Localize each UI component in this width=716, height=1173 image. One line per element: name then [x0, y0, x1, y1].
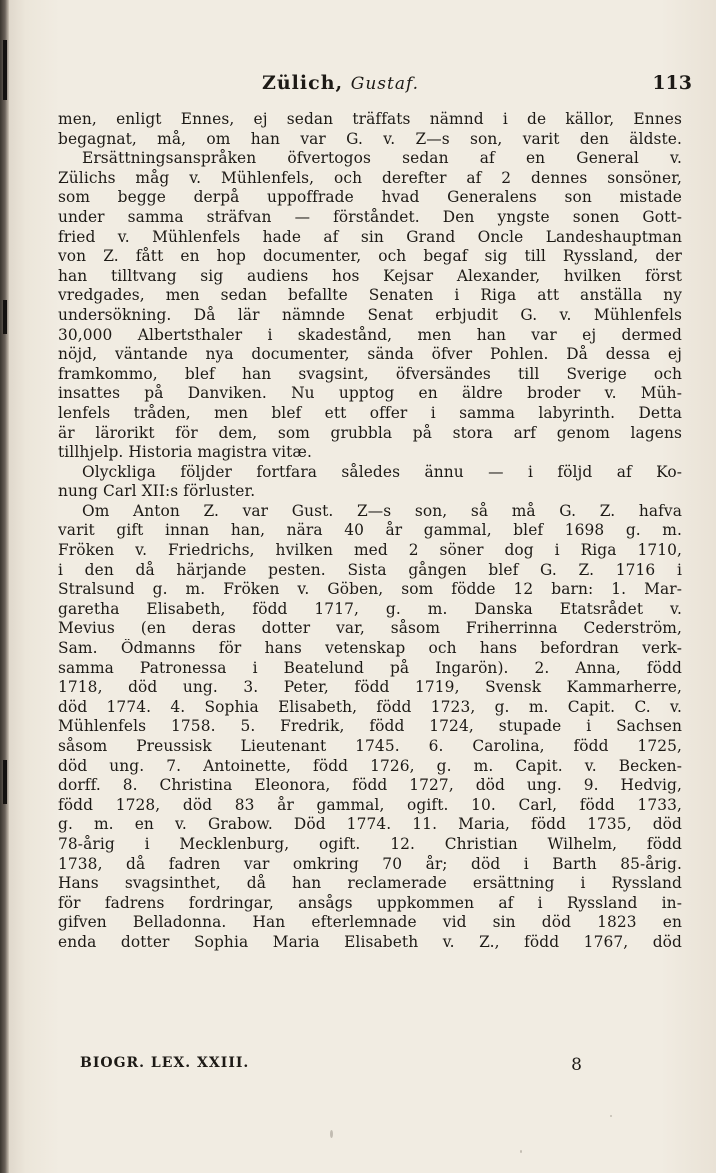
text-line: undersökning. Då lär nämnde Senat erbjudit G. v. Mühlenfels [58, 305, 682, 324]
text-line: född 1728, död 83 år gammal, ogift. 10. Carl, född 1733, [58, 795, 682, 814]
running-head [262, 72, 419, 94]
running-head-surname: Zülich, [262, 72, 344, 94]
text-line: g. m. en v. Grabow. Död 1774. 11. Maria, född 1735, död [58, 815, 682, 834]
text-line: enda dotter Sophia Maria Elisabeth v. Z., född 1767, död [58, 932, 682, 951]
paper-speck [520, 1150, 522, 1153]
article-body [58, 110, 682, 953]
text-line: Hans svagsinthet, då han reclamerade ersättning i Ryssland [58, 874, 682, 893]
text-line: nung Carl XII:s förluster. [58, 482, 256, 501]
text-line: i den då härjande pesten. Sista gången blef G. Z. 1716 i [58, 560, 682, 579]
spine-ink-mark [3, 760, 7, 804]
text-line: men, enligt Ennes, ej sedan träffats nämnd i de källor, Ennes [58, 110, 682, 128]
text-line: 1718, död ung. 3. Peter, född 1719, Svensk Kammarherre, [58, 678, 682, 697]
page-footer [80, 1055, 640, 1077]
text-line: lenfels tråden, men blef ett offer i samma labyrinth. Detta [58, 403, 682, 422]
text-line: för fadrens fordringar, ansågs uppkommen af i Ryssland in- [58, 893, 682, 912]
text-line: samma Patronessa i Beatelund på Ingarön). 2. Anna, född [58, 658, 682, 677]
text-line: Om Anton Z. var Gust. Z—s son, så må G. Z. hafva [82, 501, 682, 520]
text-line: Olyckliga följder fortfara således ännu — i följd af Ko- [82, 462, 682, 481]
text-line: dorff. 8. Christina Eleonora, född 1727, död ung. 9. Hedvig, [58, 776, 682, 795]
text-line: framkommo, blef han svagsint, öfversändes till Sverige och [58, 364, 682, 383]
text-line: vredgades, men sedan befallte Senaten i Riga att anställa ny [58, 286, 682, 305]
text-line: garetha Elisabeth, född 1717, g. m. Danska Etatsrådet v. [58, 599, 682, 618]
text-line: Mevius (en deras dotter var, såsom Friherrinna Cederström, [58, 619, 682, 638]
text-line: Stralsund g. m. Fröken v. Göben, som födde 12 barn: 1. Mar- [58, 580, 682, 599]
paper-speck [330, 1130, 333, 1138]
running-head-given-name: Gustaf. [350, 74, 420, 94]
text-line: nöjd, väntande nya documenter, sända öfver Pohlen. Då dessa ej [58, 345, 682, 364]
text-line: såsom Preussisk Lieutenant 1745. 6. Carolina, född 1725, [58, 737, 682, 755]
text-line: död ung. 7. Antoinette, född 1726, g. m. Capit. v. Becken- [58, 756, 682, 775]
page-number: 113 [652, 72, 692, 94]
text-line: 30,000 Albertsthaler i skadestånd, men han var ej dermed [58, 325, 682, 344]
text-line: Mühlenfels 1758. 5. Fredrik, född 1724, stupade i Sachsen [58, 717, 682, 736]
text-line: som begge derpå uppoffrade hvad Generalens son mistade [58, 188, 682, 207]
sheet-number: 8 [571, 1055, 582, 1075]
text-line: Zülichs måg v. Mühlenfels, och derefter af 2 dennes sonsöner, [58, 168, 682, 187]
text-line: är lärorikt för dem, som grubbla på stora arf genom lagens [58, 423, 682, 442]
text-line: han tilltvang sig audiens hos Kejsar Alexander, hvilken först [58, 266, 682, 285]
text-line: varit gift innan han, nära 40 år gammal, blef 1698 g. m. [58, 521, 682, 540]
text-line: tillhjelp. Historia magistra vitæ. [58, 443, 312, 462]
text-line: Ersättningsanspråken öfvertogos sedan af en General v. [82, 149, 682, 168]
text-line: död 1774. 4. Sophia Elisabeth, född 1723, g. m. Capit. C. v. [58, 697, 682, 716]
paper-speck [610, 1115, 612, 1117]
text-line: under samma sträfvan — förståndet. Den yngste sonen Gott- [58, 207, 682, 226]
text-line: insattes på Danviken. Nu upptog en äldre broder v. Müh- [58, 384, 682, 403]
page-header [40, 72, 700, 96]
text-line: gifven Belladonna. Han efterlemnade vid sin död 1823 en [58, 913, 682, 932]
book-spine-shadow [0, 0, 9, 1173]
text-line: von Z. fått en hop documenter, och begaf sig till Ryssland, der [58, 247, 682, 266]
spine-ink-mark [3, 300, 7, 334]
text-line: 78-årig i Mecklenburg, ogift. 12. Christian Wilhelm, född [58, 834, 682, 853]
text-line: Sam. Ödmanns för hans vetenskap och hans befordran verk- [58, 639, 682, 658]
spine-ink-mark [3, 40, 7, 100]
text-line: begagnat, må, om han var G. v. Z—s son, varit den äldste. [58, 129, 682, 148]
text-line: Fröken v. Friedrichs, hvilken med 2 söner dog i Riga 1710, [58, 541, 682, 560]
text-line: 1738, då fadren var omkring 70 år; död i Barth 85-årig. [58, 854, 682, 873]
printer-signature: BIOGR. LEX. XXIII. [80, 1055, 250, 1071]
text-line: fried v. Mühlenfels hade af sin Grand Oncle Landeshauptman [58, 227, 682, 246]
